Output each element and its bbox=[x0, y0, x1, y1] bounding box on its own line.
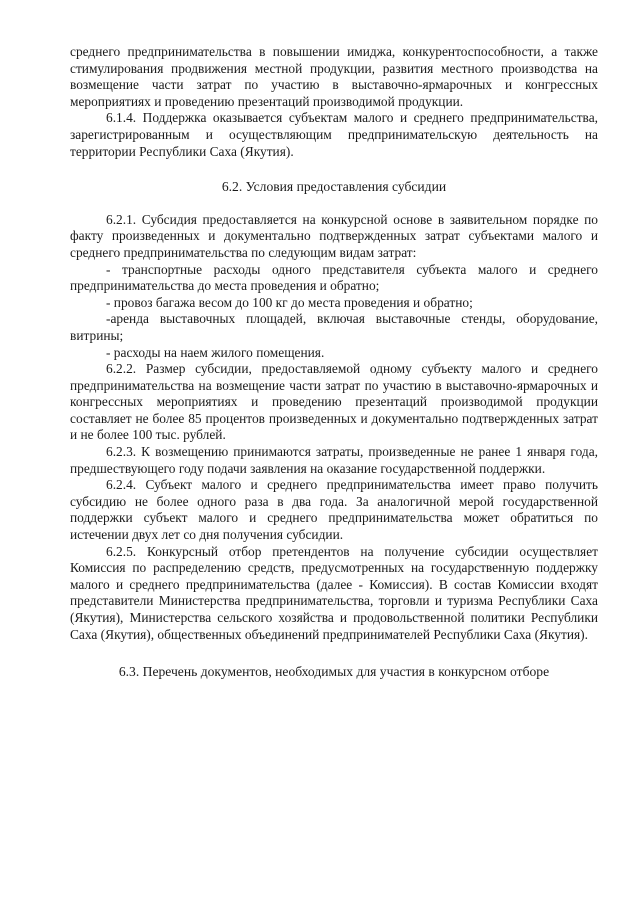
list-item-baggage: - провоз багажа весом до 100 кг до места проведения и обратно; bbox=[106, 294, 473, 310]
section-heading-6-2: 6.2. Условия предоставления субсидии bbox=[221, 179, 447, 195]
paragraph-6-1-4: 6.1.4. Поддержка оказывается субъектам малого и среднего предпринимательства, зарегистрированным и осуществляющим предпринимательскую деятельность на территории Республики Саха (Якутия). bbox=[70, 110, 598, 159]
document-page bbox=[70, 44, 598, 681]
paragraph-continuation: среднего предпринимательства в повышении имиджа, конкурентоспособности, а также стимулирования продвижения местной продукции, развития местного производства на возмещение части затрат по участию в выставочно-ярмарочных и конгрессных мероприятиях и проведению презентаций производимой продукции. bbox=[70, 44, 598, 109]
paragraph-6-2-2: 6.2.2. Размер субсидии, предоставляемой одному субъекту малого и среднего предпринимательства на возмещение части затрат по участию в выставочно-ярмарочных и конгрессных мероприятиях и проведению презентаций производимой продукции составляет не более 85 процентов произведенных и документально подтвержденных затрат и не более 100 тыс. рублей. bbox=[70, 361, 598, 443]
paragraph-6-2-1: 6.2.1. Субсидия предоставляется на конкурсной основе в заявительном порядке по факту произведенных и документально подтвержденных затрат субъектами малого и среднего предпринимательства по следующим видам затрат: bbox=[70, 211, 598, 260]
paragraph-6-2-4: 6.2.4. Субъект малого и среднего предпринимательства имеет право получить субсидию не более одного раза в два года. За аналогичной мерой государственной поддержки субъект малого и среднего предпринимательства может обратиться по истечении двух лет со дня получения субсидии. bbox=[70, 477, 598, 543]
section-heading-6-3: 6.3. Перечень документов, необходимых для участия в конкурсном отборе bbox=[118, 664, 550, 680]
paragraph-6-2-5: 6.2.5. Конкурсный отбор претендентов на получение субсидии осуществляет Комиссия по распределению средств, предусмотренных на государственную поддержку малого и среднего предпринимательства (далее - Комиссия). В состав Комиссии входят представители Министерства предпринимательства, торговли и туризма Республики Саха (Якутия), Министерства сельского хозяйства и продовольственной политики Республики Саха (Якутия), общественных объединений предпринимателей Республики Саха (Якутия). bbox=[70, 543, 598, 642]
paragraph-6-2-3: 6.2.3. К возмещению принимаются затраты, произведенные не ранее 1 января года, предшествующего году подачи заявления на оказание государственной поддержки. bbox=[70, 444, 598, 476]
list-item-rent: -аренда выставочных площадей, включая выставочные стенды, оборудование, витрины; bbox=[70, 311, 598, 343]
list-item-transport: - транспортные расходы одного представителя субъекта малого и среднего предпринимательства до места проведения и обратно; bbox=[70, 261, 598, 294]
list-item-housing: - расходы на наем жилого помещения. bbox=[106, 344, 325, 360]
